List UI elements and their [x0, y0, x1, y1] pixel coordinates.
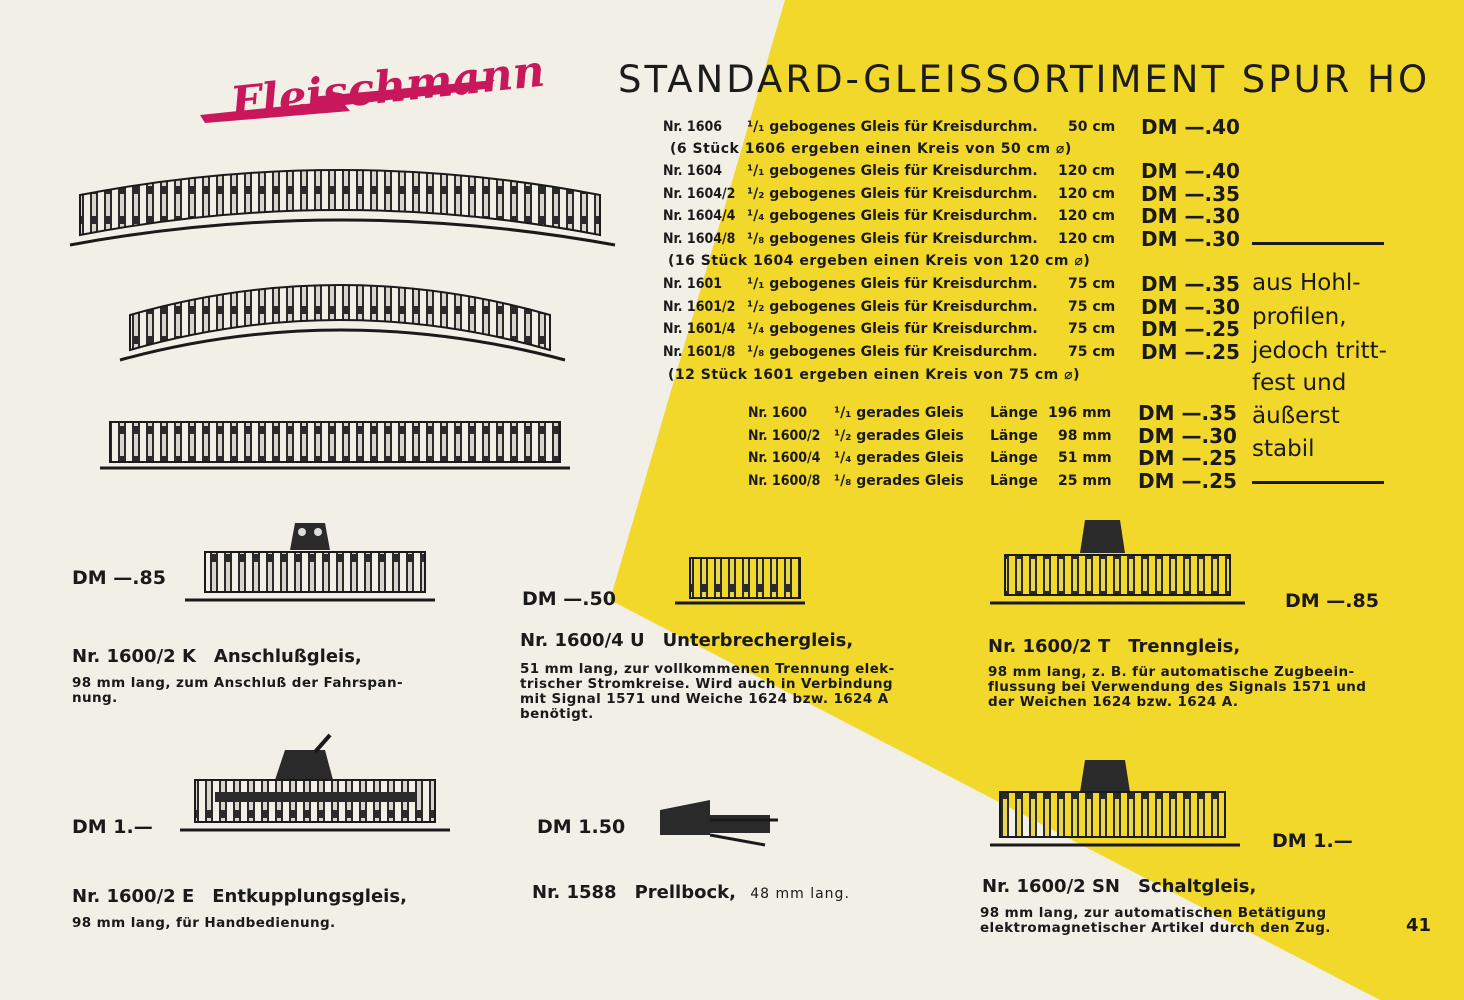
product-description: 98 mm lang, z. B. für automatische Zugbeein- flussung bei Verwendung des Signals 1571 und der Weichen 1624 bzw. 1624 A.	[988, 664, 1367, 710]
side-note-line: aus Hohl-	[1252, 270, 1361, 296]
straight-track-icon	[100, 422, 570, 468]
side-note-line: profilen,	[1252, 304, 1347, 330]
side-note-line: äußerst	[1252, 403, 1340, 429]
product-description: 98 mm lang, für Handbedienung.	[72, 915, 336, 931]
product-title: Nr. 1600/2 SN Schaltgleis,	[982, 876, 1257, 897]
price-label: DM 1.—	[1272, 830, 1353, 852]
isolating-track-icon	[985, 515, 1255, 615]
list-item: Nr. 1604/4 ¹/₄ gebogenes Gleis für Kreisdurchm. 120 cm DM —.30	[663, 204, 1240, 228]
product-description: 98 mm lang, zum Anschluß der Fahrspan- nung.	[72, 675, 403, 706]
interrupter-track-icon	[670, 548, 810, 618]
divider-bottom	[1252, 481, 1384, 484]
list-item: Nr. 1600/4 ¹/₄ gerades Gleis Länge 51 mm DM —.25	[748, 446, 1237, 470]
list-item: Nr. 1600/2 ¹/₂ gerades Gleis Länge 98 mm DM —.30	[748, 424, 1237, 448]
list-item: Nr. 1601/2 ¹/₂ gebogenes Gleis für Kreisdurchm. 75 cm DM —.30	[663, 295, 1240, 319]
list-item: Nr. 1601/4 ¹/₄ gebogenes Gleis für Kreisdurchm. 75 cm DM —.25	[663, 317, 1240, 341]
circle-note: (16 Stück 1604 ergeben einen Kreis von 120 cm ⌀)	[668, 253, 1091, 269]
connector-track-icon	[180, 518, 450, 613]
product-title: Nr. 1600/2 K Anschlußgleis,	[72, 646, 362, 667]
page-title: STANDARD-GLEISSORTIMENT SPUR HO	[618, 58, 1431, 101]
divider-top	[1252, 242, 1384, 245]
list-item: Nr. 1601/8 ¹/₈ gebogenes Gleis für Kreisdurchm. 75 cm DM —.25	[663, 340, 1240, 364]
track-illustrations	[60, 160, 630, 500]
curved-track-75-icon	[120, 285, 565, 360]
product-title: Nr. 1600/4 U Unterbrechergleis,	[520, 630, 854, 651]
list-item: Nr. 1600 ¹/₁ gerades Gleis Länge 196 mm DM —.35	[748, 401, 1237, 425]
side-note-line: stabil	[1252, 436, 1315, 462]
list-item: Nr. 1604/2 ¹/₂ gebogenes Gleis für Kreisdurchm. 120 cm DM —.35	[663, 182, 1240, 206]
uncoupling-track-icon	[175, 730, 455, 840]
side-note-line: jedoch tritt-	[1252, 338, 1387, 364]
product-title: Nr. 1600/2 T Trenngleis,	[988, 636, 1241, 657]
side-note-line: fest und	[1252, 370, 1347, 396]
price-label: DM 1.—	[72, 816, 153, 838]
product-description: 98 mm lang, zur automatischen Betätigung elektromagnetischer Artikel durch den Zug.	[980, 905, 1331, 936]
product-title: Nr. 1588 Prellbock, 48 mm lang.	[532, 882, 850, 903]
price-label: DM —.50	[522, 588, 616, 610]
fleischmann-logo: Fleischmann	[228, 45, 548, 130]
list-item: Nr. 1604 ¹/₁ gebogenes Gleis für Kreisdurchm. 120 cm DM —.40	[663, 159, 1240, 183]
product-title: Nr. 1600/2 E Entkupplungsgleis,	[72, 886, 407, 907]
curved-track-120-icon	[70, 170, 615, 245]
list-item: Nr. 1604/8 ¹/₈ gebogenes Gleis für Kreisdurchm. 120 cm DM —.30	[663, 227, 1240, 251]
price-label: DM 1.50	[537, 816, 626, 838]
switching-track-icon	[985, 750, 1245, 860]
price-label: DM —.85	[1285, 590, 1379, 612]
page-number: 41	[1406, 915, 1432, 936]
price-label: DM —.85	[72, 567, 166, 589]
list-item: Nr. 1601 ¹/₁ gebogenes Gleis für Kreisdurchm. 75 cm DM —.35	[663, 272, 1240, 296]
list-item: Nr. 1600/8 ¹/₈ gerades Gleis Länge 25 mm DM —.25	[748, 469, 1237, 493]
circle-note: (12 Stück 1601 ergeben einen Kreis von 75 cm ⌀)	[668, 367, 1080, 383]
buffer-stop-icon	[650, 795, 780, 855]
list-item: Nr. 1606 ¹/₁ gebogenes Gleis für Kreisdurchm. 50 cm DM —.40	[663, 115, 1240, 139]
product-description: 51 mm lang, zur vollkommenen Trennung elek- trischer Stromkreise. Wird auch in Verbindung mit Signal 1571 und Weiche 1624 bzw. 1624 A benötigt.	[520, 661, 895, 722]
circle-note: (6 Stück 1606 ergeben einen Kreis von 50 cm ⌀)	[670, 141, 1072, 157]
